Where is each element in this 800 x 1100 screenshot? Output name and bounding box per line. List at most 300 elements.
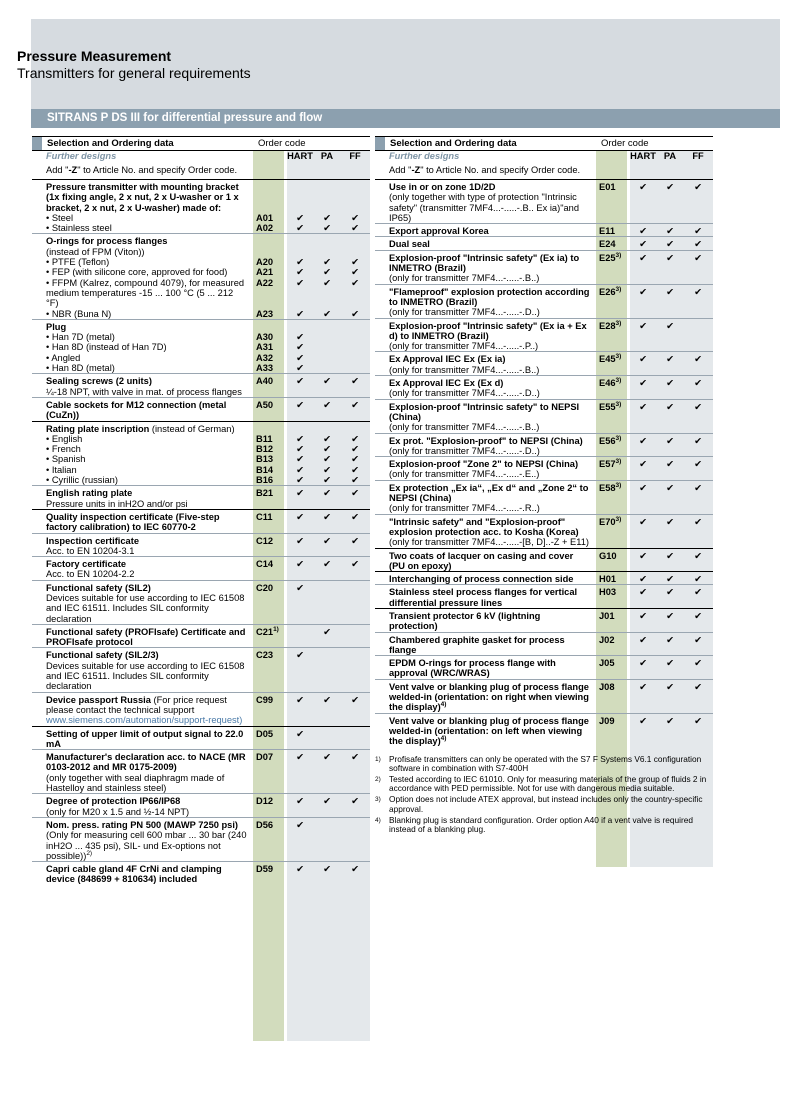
table-row [375,713,713,747]
ff-check-icon: ✔ [351,488,359,499]
table-row [32,397,370,421]
table-row [375,307,713,317]
option-description: • Steel [46,212,74,223]
add-z-row: Add "-Z" to Article No. and specify Order code. [389,165,581,175]
ff-check-icon: ✔ [694,610,702,621]
ff-check-icon [683,273,713,283]
option-description: Explosion-proof "Intrinsic safety" (Ex ia) to INMETRO (Brazil) [389,252,580,274]
option-description: Ex Approval IEC Ex (Ex ia) [389,354,506,365]
table-row [32,624,370,648]
table-row [375,179,713,192]
order-code [252,593,286,624]
option-description: Factory certificate [46,559,127,570]
order-code [595,537,629,547]
ff-check-icon [340,593,370,624]
ff-check-icon: ✔ [351,399,359,410]
order-code: A30 [256,332,274,343]
pa-check-icon: ✔ [323,694,331,705]
table-row [32,233,370,246]
option-description: (only for transmitter 7MF4...-.....-.R..) [389,503,540,514]
ff-check-icon [340,773,370,794]
order-code: E56$^{3)}$ [599,434,622,446]
order-code: D12 [256,796,274,807]
order-code: A21 [256,267,274,278]
table-row [32,444,370,454]
order-code: J05 [599,658,615,669]
pa-check-icon [314,593,340,624]
table-row [32,434,370,444]
pa-check-icon [314,424,340,434]
pa-check-icon: ✔ [666,587,674,598]
ff-check-icon: ✔ [694,252,702,263]
table-row [375,469,713,479]
ff-check-icon [683,422,713,432]
ff-check-icon [683,388,713,398]
option-description: Acc. to EN 10204-3.1 [46,545,135,556]
order-code: J01 [599,610,615,621]
hart-check-icon: ✔ [296,488,304,499]
option-description: (only for transmitter 7MF4...-.....-.P..) [389,341,539,352]
order-code [595,422,629,432]
ff-check-icon [340,729,370,750]
page-title: Pressure Measurement [17,48,172,64]
option-description: Inspection certificate [46,535,139,546]
hart-check-icon: ✔ [296,352,304,363]
order-code: E11 [599,226,616,237]
pa-header: PA [320,151,334,161]
table-row [375,514,713,538]
pa-check-icon: ✔ [323,376,331,387]
option-description: EPDM O-rings for process flange with approval (WRC/WRAS) [389,658,556,679]
table-row [32,593,370,624]
option-description: Capri cable gland 4F CrNi and clamping device (848699 + 810634) included [46,864,222,885]
ff-check-icon: ✔ [351,433,359,444]
order-code: A22 [256,277,274,288]
hart-check-icon [629,192,657,223]
pa-check-icon [314,387,340,397]
order-code: J02 [599,634,615,645]
order-code [252,807,286,817]
table-row [32,661,370,692]
pa-check-icon: ✔ [323,433,331,444]
hart-check-icon: ✔ [296,277,304,288]
pa-check-icon [314,715,340,725]
ff-check-icon: ✔ [351,444,359,455]
pa-check-icon: ✔ [323,796,331,807]
hart-check-icon [286,499,314,509]
hart-check-icon [286,807,314,817]
pa-check-icon: ✔ [323,475,331,486]
hart-check-icon [286,236,314,246]
table-row [32,454,370,464]
hart-check-icon: ✔ [639,574,647,585]
hart-check-icon: ✔ [296,694,304,705]
order-code [252,773,286,794]
footnote-number: 4) [375,816,381,824]
order-code [252,182,286,213]
pa-check-icon: ✔ [666,634,674,645]
pa-check-icon: ✔ [323,399,331,410]
pa-check-icon: ✔ [666,320,674,331]
order-code: A01 [256,212,274,223]
option-description: "Intrinsic safety" and "Explosion-proof" explosion protection acc. to Kosha (Korea) [389,516,579,537]
ff-check-icon [340,247,370,257]
order-code: E28$^{3)}$ [599,319,622,331]
pa-check-icon [657,469,683,479]
ff-check-icon [683,503,713,513]
pa-check-icon [657,446,683,456]
option-description: • Han 7D (metal) [46,332,115,343]
order-code: C14 [256,559,274,570]
pa-check-icon [314,247,340,257]
pa-check-icon: ✔ [666,239,674,250]
option-description: Setting of upper limit of output signal to 22.0 mA [46,728,244,749]
ff-check-icon [340,583,370,593]
order-code: E25$^{3)}$ [599,251,622,263]
order-code: H03 [599,587,617,598]
hart-check-icon: ✔ [639,587,647,598]
option-description: Export approval Korea [389,226,489,237]
pa-check-icon [314,322,340,332]
hart-check-icon: ✔ [639,286,647,297]
order-code: C20 [256,582,274,593]
hart-check-icon [286,715,314,725]
order-code: B11 [256,433,273,444]
table-header [32,136,370,151]
ff-check-icon [340,830,370,861]
pa-check-icon: ✔ [323,488,331,499]
ff-check-icon [683,469,713,479]
ff-check-icon [340,342,370,352]
option-description: (only for transmitter 7MF4...-.....-.D..) [389,445,540,456]
pa-check-icon: ✔ [666,574,674,585]
hart-check-icon: ✔ [639,226,647,237]
hart-check-icon: ✔ [639,378,647,389]
table-row [375,480,713,504]
pa-check-icon: ✔ [323,626,331,637]
table-row [32,223,370,233]
option-description: (only for transmitter 7MF4...-.....-[B, D]..-Z + E11) [389,537,590,548]
order-code: B13 [256,454,274,465]
order-code: D07 [256,752,274,763]
right-table-body [375,179,713,747]
ff-check-icon: ✔ [351,464,359,475]
pa-check-icon [314,569,340,579]
option-description: Pressure units in inH2O and/or psi [46,498,188,509]
ff-check-icon [340,715,370,725]
table-row [375,537,713,547]
footnote-text: Blanking plug is standard configuration. Order option A40 if a vent valve is required instead of a blanking plug. [389,814,693,834]
option-description: Nom. press. rating PN 500 (MAWP 7250 psi) [46,819,239,830]
pa-check-icon [657,192,683,223]
ff-check-icon [340,650,370,660]
table-row [375,388,713,398]
table-row [32,793,370,806]
table-row [375,503,713,513]
option-description: Devices suitable for use according to IEC 61508 and IEC 61511. Includes SIL conformity declaration [46,592,245,624]
ff-check-icon: ✔ [694,401,702,412]
footnote [375,795,713,813]
order-code [595,192,629,223]
pa-check-icon: ✔ [666,482,674,493]
order-code [252,247,286,257]
hart-check-icon: ✔ [639,459,647,470]
order-code: J09 [599,715,615,726]
order-code: E46$^{3)}$ [599,376,622,389]
option-description: (only together with seal diaphragm made of Hastelloy and stainless steel) [46,772,225,794]
pa-check-icon [314,820,340,830]
ff-check-icon [340,236,370,246]
pa-check-icon [314,773,340,794]
ff-check-icon: ✔ [351,475,359,486]
ff-check-icon: ✔ [351,535,359,546]
hart-check-icon: ✔ [296,535,304,546]
ordering-table-left [32,136,370,885]
hart-check-icon: ✔ [639,634,647,645]
header-selection: Selection and Ordering data [47,138,174,149]
hart-check-icon: ✔ [296,376,304,387]
order-code: B12 [256,444,274,455]
option-description: Ex Approval IEC Ex (Ex d) [389,378,504,389]
hart-check-icon [629,341,657,351]
order-code [252,546,286,556]
table-row [375,236,713,249]
hart-check-icon: ✔ [296,511,304,522]
option-description: • Han 8D (instead of Han 7D) [46,342,167,353]
pa-check-icon: ✔ [666,286,674,297]
table-row [375,351,713,364]
order-code: A33 [256,363,274,374]
pa-check-icon [657,365,683,375]
pa-check-icon: ✔ [666,459,674,470]
ff-check-icon [340,569,370,579]
table-row [32,726,370,750]
table-row [375,655,713,679]
hart-check-icon: ✔ [296,444,304,455]
ff-check-icon: ✔ [694,459,702,470]
option-description: (only for M20 x 1.5 and ½-14 NPT) [46,806,190,817]
pa-check-icon: ✔ [666,715,674,726]
table-row [32,332,370,342]
pa-check-icon: ✔ [666,378,674,389]
hart-check-icon [629,503,657,513]
hart-check-icon: ✔ [639,239,647,250]
table-row [375,250,713,274]
table-row [32,807,370,817]
page-subtitle: Transmitters for general requirements [17,65,251,81]
option-description: Explosion-proof "Zone 2" to NEPSI (China) [389,459,579,470]
hart-check-icon: ✔ [296,582,304,593]
option-description: Functional safety (SIL2) [46,582,151,593]
hart-check-icon: ✔ [639,320,647,331]
hart-check-icon [286,182,314,213]
table-row [32,499,370,509]
table-row [375,446,713,456]
header-selection: Selection and Ordering data [390,138,517,149]
hart-check-icon [286,830,314,861]
order-code: C99 [256,694,274,705]
pa-check-icon [314,729,340,750]
pa-check-icon: ✔ [323,454,331,465]
order-code: D05 [256,728,274,739]
ff-check-icon: ✔ [694,226,702,237]
option-description: Explosion-proof "Intrinsic safety" to NEPSI (China) [389,401,580,422]
pa-check-icon [657,307,683,317]
option-description: Cable sockets for M12 connection (metal (CuZn)) [46,399,227,421]
table-row [32,309,370,319]
table-row [32,247,370,257]
table-row [32,830,370,861]
order-code: E55$^{3)}$ [599,400,622,412]
pa-check-icon [657,273,683,283]
table-row [375,571,713,584]
order-code [252,569,286,579]
footnote-number: 1) [375,755,381,763]
ff-check-icon [340,627,370,648]
pa-check-icon [314,363,340,373]
order-code: A02 [256,223,274,234]
ordering-table-right [375,136,713,834]
table-row [375,375,713,388]
ff-check-icon [340,182,370,213]
table-row [375,223,713,236]
hart-check-icon: ✔ [296,464,304,475]
hart-check-icon [286,593,314,624]
hart-check-icon [286,247,314,257]
table-row [375,399,713,423]
ff-check-icon: ✔ [694,286,702,297]
hart-check-icon [286,424,314,434]
ff-check-icon [340,387,370,397]
order-code: E26$^{3)}$ [599,285,622,297]
ff-check-icon: ✔ [351,864,359,875]
table-row [32,861,370,885]
hart-check-icon: ✔ [296,559,304,570]
order-code: C23 [256,650,274,661]
order-code: H01 [599,574,617,585]
option-description: Transient protector 6 kV (lightning protection) [389,610,541,632]
ff-header: FF [349,151,361,161]
hart-check-icon: ✔ [639,715,647,726]
hart-check-icon: ✔ [296,363,304,374]
order-code: A23 [256,308,274,319]
option-description: • NBR (Buna N) [46,308,112,319]
pa-check-icon [314,661,340,692]
hart-check-icon [629,469,657,479]
table-row [32,465,370,475]
order-code: C21$^{1)}$ [256,625,279,637]
table-row [375,365,713,375]
ff-check-icon: ✔ [694,182,702,192]
order-code [252,830,286,861]
ff-check-icon: ✔ [351,267,359,278]
option-description: Quality inspection certificate (Five-step factory calibration) to IEC 60770-2 [46,511,220,533]
ff-check-icon: ✔ [694,516,702,527]
table-row [375,192,713,223]
order-code: E01 [599,182,616,192]
hart-check-icon: ✔ [296,212,304,223]
table-row [375,341,713,351]
pa-check-icon: ✔ [666,354,674,365]
ff-check-icon: ✔ [694,681,702,692]
hart-check-icon [629,537,657,547]
pa-check-icon: ✔ [323,511,331,522]
order-code [595,341,629,351]
option-description: • Cyrillic (russian) [46,475,118,486]
order-code: C11 [256,511,273,522]
table-header [375,136,713,151]
section-title: SITRANS P DS III for differential pressure and flow [31,109,780,128]
table-row [32,342,370,352]
option-description: • Han 8D (metal) [46,363,115,374]
option-description: Two coats of lacquer on casing and cover (PU on epoxy) [389,550,574,571]
pa-check-icon: ✔ [323,464,331,475]
option-description: Functional safety (SIL2/3) [46,650,159,661]
footnote [375,755,713,773]
pa-check-icon [314,546,340,556]
option-description: ¼-18 NPT, with valve in mat. of process flanges [46,386,242,397]
pa-check-icon [314,650,340,660]
pa-check-icon: ✔ [323,864,331,875]
pa-check-icon: ✔ [323,257,331,268]
order-code [595,503,629,513]
order-code: B21 [256,488,274,499]
ff-check-icon [340,353,370,363]
footnote-text: Option does not include ATEX approval, but instead includes only the country-specific approval. [389,794,703,814]
pa-check-icon: ✔ [323,535,331,546]
hart-check-icon [286,661,314,692]
pa-check-icon: ✔ [323,308,331,319]
pa-check-icon: ✔ [666,516,674,527]
hart-check-icon: ✔ [296,308,304,319]
hart-check-icon: ✔ [296,650,304,661]
ff-check-icon: ✔ [351,212,359,223]
table-row [32,533,370,546]
header-tag [375,137,385,150]
table-row [375,273,713,283]
ff-check-icon [340,363,370,373]
hart-check-icon: ✔ [639,482,647,493]
table-row [32,257,370,267]
table-row [32,773,370,794]
hart-check-icon: ✔ [639,401,647,412]
hart-check-icon: ✔ [296,342,304,353]
ff-check-icon [340,332,370,342]
hart-check-icon: ✔ [639,550,647,561]
hart-check-icon [629,422,657,432]
option-description: (only for transmitter 7MF4...-.....-.D..) [389,388,540,399]
table-row [32,475,370,485]
table-row [32,278,370,309]
table-row [32,421,370,434]
table-row [32,817,370,830]
ff-check-icon [340,546,370,556]
table-row [375,548,713,572]
hart-check-icon: ✔ [296,752,304,763]
table-row [32,556,370,569]
table-row [32,213,370,223]
order-code: B16 [256,475,274,486]
hart-check-icon: ✔ [639,516,647,527]
ff-check-icon: ✔ [351,796,359,807]
ff-check-icon [683,365,713,375]
pa-check-icon [314,807,340,817]
pa-check-icon: ✔ [666,252,674,263]
hart-check-icon: ✔ [296,475,304,486]
further-designs-label: Further designs [46,151,117,161]
order-code: E24 [599,239,616,250]
order-code: A20 [256,257,274,268]
